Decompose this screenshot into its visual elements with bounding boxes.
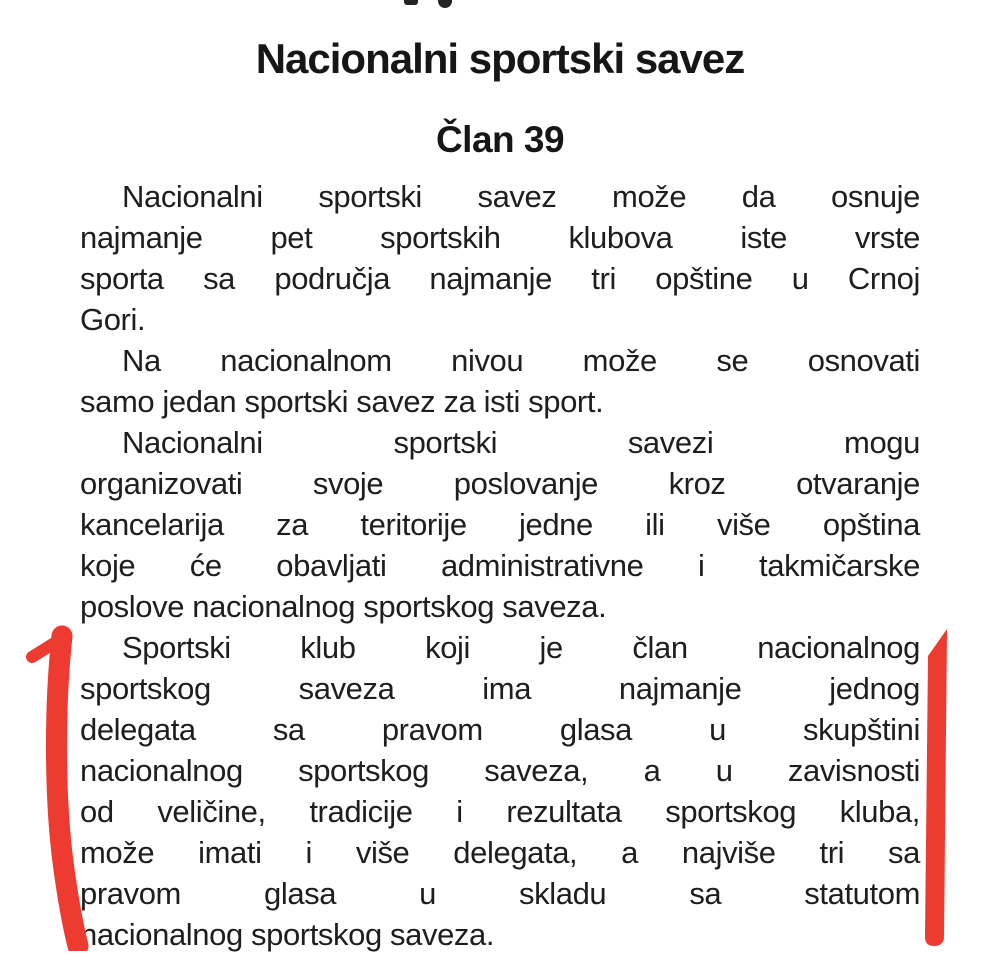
text-line: samo jedan sportski savez za isti sport. [80, 384, 604, 419]
article-body [80, 176, 920, 955]
text-line: najmanje pet sportskih klubova iste vrste [80, 220, 920, 255]
text-line: sportskog saveza ima najmanje jednog [80, 671, 920, 706]
text-line: Na nacionalnom nivou može se osnovati [122, 343, 920, 378]
red-bracket-right [925, 629, 947, 946]
section-heading: Član 39 [435, 118, 565, 160]
red-bracket-left [32, 636, 78, 946]
text-line: koje će obavljati administrativne i takmičarske [80, 548, 920, 583]
cropped-text-remnant [404, 0, 418, 5]
text-line: delegata sa pravom glasa u skupštini [80, 712, 920, 747]
text-line: poslove nacionalnog sportskog saveza. [80, 589, 607, 624]
text-line: kancelarija za teritorije jedne ili više opština [80, 507, 920, 542]
text-line: može imati i više delegata, a najviše tri sa [80, 835, 920, 870]
text-line: pravom glasa u skladu sa statutom [80, 876, 920, 911]
cropped-text-remnant [438, 0, 452, 8]
text-line: Gori. [80, 302, 146, 337]
text-line: Nacionalni sportski savez može da osnuje [122, 179, 920, 214]
text-line: od veličine, tradicije i rezultata sportskog kluba, [80, 794, 920, 829]
text-line: organizovati svoje poslovanje kroz otvaranje [80, 466, 920, 501]
text-line: Nacionalni sportski savezi mogu [122, 425, 920, 460]
text-line: nacionalnog sportskog saveza. [80, 917, 495, 952]
page-title: Nacionalni sportski savez [255, 35, 745, 83]
text-line: Sportski klub koji je član nacionalnog [122, 630, 920, 665]
text-line: sporta sa područja najmanje tri opštine u Crnoj [80, 261, 920, 296]
text-line: nacionalnog sportskog saveza, a u zavisnosti [80, 753, 920, 788]
